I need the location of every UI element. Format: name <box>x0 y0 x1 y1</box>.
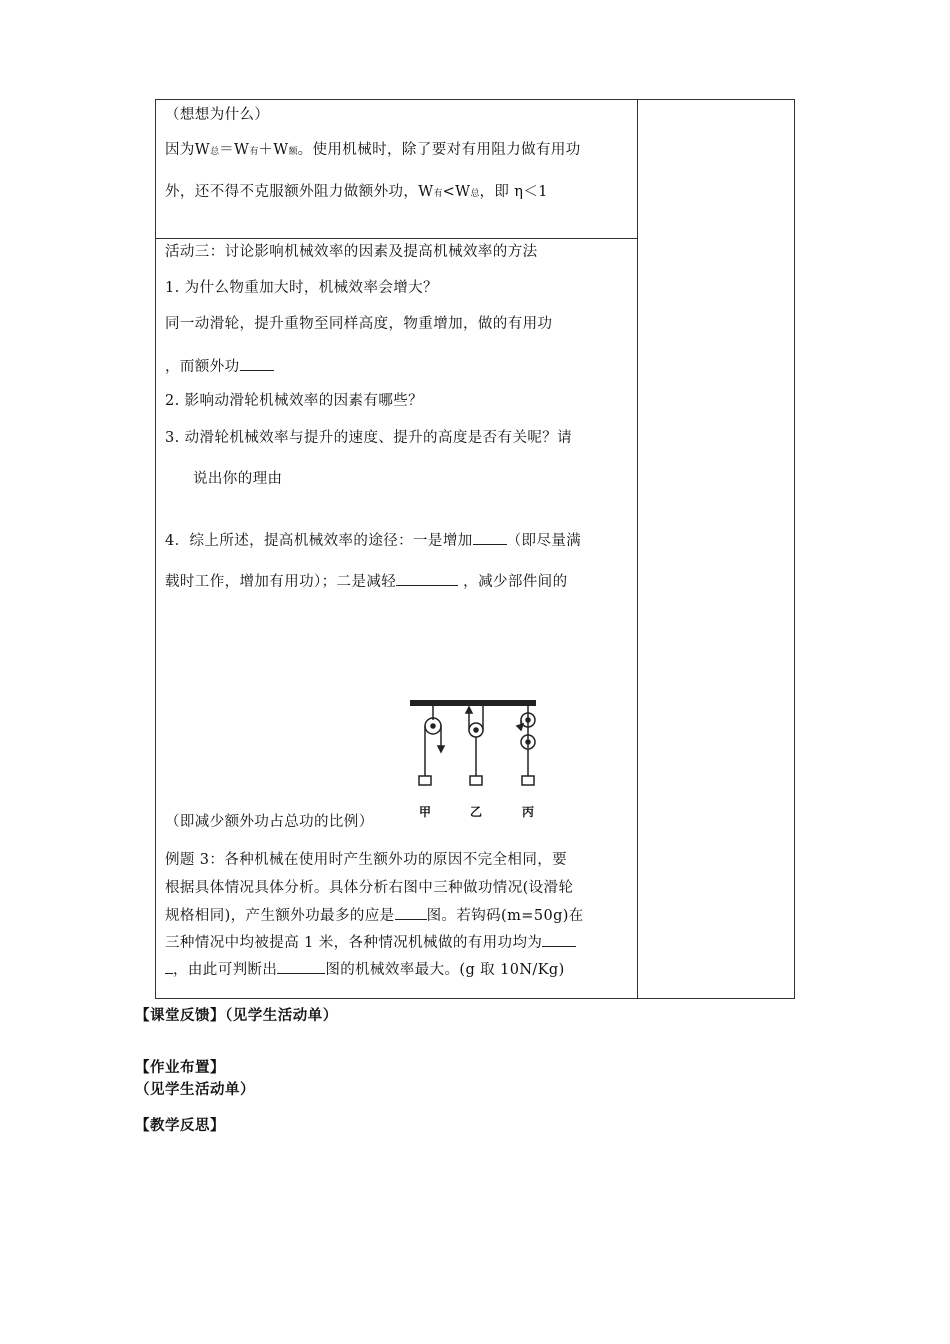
equation-line: 因为W总＝W有＋W额。使用机械时，除了要对有用阻力做有用功 <box>165 142 581 158</box>
question-1-answer-cont: ，而额外功 <box>165 356 274 377</box>
reflection-heading: 【教学反思】 <box>135 1118 225 1134</box>
homework-body: （见学生活动单） <box>135 1082 255 1098</box>
weight-icon <box>419 776 431 785</box>
row-divider <box>156 238 637 239</box>
question-3: 3. 动滑轮机械效率与提升的速度、提升的高度是否有关呢？请 <box>165 430 573 446</box>
efficiency-line: 外，还不得不克服额外阻力做额外功，W有<W总，即 η＜1 <box>165 184 548 200</box>
weight-icon <box>522 776 534 785</box>
feedback-heading: 【课堂反馈】（见学生活动单） <box>135 1008 338 1024</box>
example-line-4: 三种情况中均被提高 1 米，各种情况机械做的有用功均为 <box>165 932 576 953</box>
question-4-cont: 载时工作，增加有用功）；二是减轻 ，减少部件间的 <box>165 571 567 592</box>
figure-label-c: 丙 <box>521 805 535 819</box>
figure-label-b: 乙 <box>469 805 483 819</box>
example-line-1: 例题 3：各种机械在使用时产生额外功的原因不完全相同，要 <box>165 852 568 868</box>
pulley-diagram <box>408 698 538 826</box>
homework-heading: 【作业布置】 <box>135 1060 225 1076</box>
ceiling-bar <box>410 700 536 706</box>
example-line-2: 根据具体情况具体分析。具体分析右图中三种做功情况(设滑轮 <box>165 880 574 896</box>
example-line-3: 规格相同)，产生额外功最多的应是 图。若钩码(m=50g)在 <box>165 905 584 926</box>
activity-title: 活动三：讨论影响机械效率的因素及提高机械效率的方法 <box>165 244 538 260</box>
question-1: 1. 为什么物重加大时，机械效率会增大？ <box>165 280 438 296</box>
question-1-answer: 同一动滑轮，提升重物至同样高度，物重增加，做的有用功 <box>165 316 553 332</box>
figure-label-a: 甲 <box>418 805 432 819</box>
question-3-cont: 说出你的理由 <box>193 471 283 487</box>
question-2: 2. 影响动滑轮机械效率的因素有哪些？ <box>165 393 424 409</box>
question-4: 4．综上所述，提高机械效率的途径：一是增加 （即尽量满 <box>165 530 581 551</box>
column-divider <box>637 100 638 998</box>
example-line-5: ，由此可判断出 图的机械效率最大。(g 取 10N/Kg) <box>165 959 565 980</box>
lesson-table <box>155 99 795 999</box>
weight-icon <box>470 776 482 785</box>
figure-note: （即减少额外功占总功的比例） <box>165 814 374 830</box>
think-prompt: （想想为什么） <box>165 107 270 123</box>
